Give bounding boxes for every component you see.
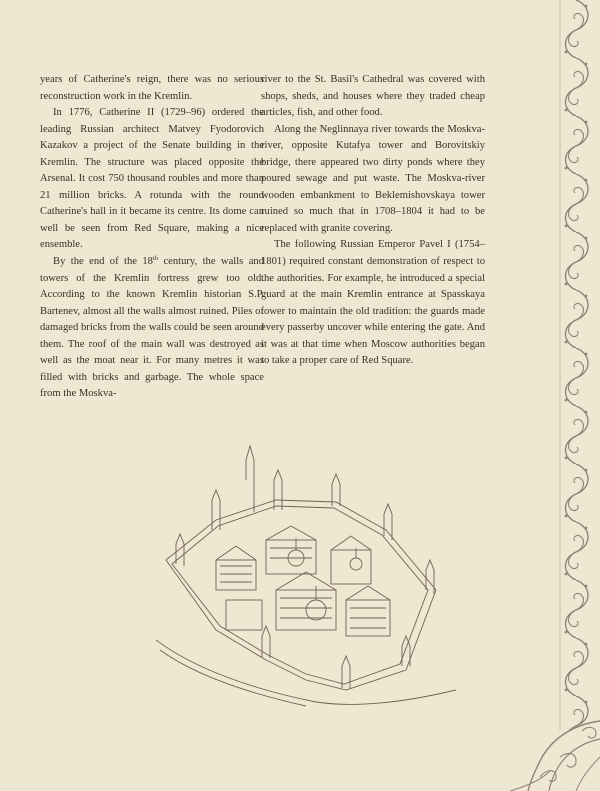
text-run: By the end of the 18: [53, 256, 153, 268]
paragraph: years of Catherine's reign, there was no serious reconstruction work in the Kremlin.: [40, 74, 264, 102]
corner-ornament: [490, 711, 600, 791]
superscript: th: [152, 255, 159, 263]
kremlin-engraving: [156, 440, 456, 708]
paragraph: The following Russian Emperor Pavel I (1754–1801) required constant demonstration of respect to the authorities. For example, he introduced a special guard at the main Kremlin entrance at Spasskaya tower to maintain the old tradition: the guards made every passerby uncover while entering the gate. And it was at that time when Moscow authorities began to take a proper care of Red Square.: [261, 239, 485, 367]
text-run: century, the walls and towers of the Kremlin fortress grew too old. According to the known Kremlin historian S.P. Bartenev, almost all the walls almost ruined. Piles of damaged bricks from the walls could be seen around them. The roof of the main wall was destroyed as well as the moat near it. For many metres it was filled with bricks and garbage. The whole space from the Moskva-: [40, 256, 264, 400]
paragraph: Along the Neglinnaya river towards the Moskva-river, opposite Kutafya tower and Borovitskiy bridge, there appeared two dirty ponds where they poured sewage and put waste. The Moskva-river wooden embankment to Beklemishovskaya tower ruined so much that in 1708–1804 it had to be replaced with granite covering.: [261, 123, 485, 234]
text-column-right: [261, 72, 485, 370]
paragraph: river to the St. Basil's Cathedral was covered with shops, sheds, and houses where they traded cheap articles, fish, and other food.: [261, 74, 485, 119]
paragraph: [40, 254, 264, 403]
scroll-ornament-border: [552, 0, 600, 791]
text-column-left: [40, 72, 264, 403]
paragraph: In 1776, Catherine II (1729–96) ordered the leading Russian architect Matvey Fyodorovich Kazakov a project of the Senate building in the Kremlin. The structure was placed opposite the Arsenal. It cost 750 thousand roubles and more than 21 million bricks. A rotunda with the round Catherine's hall in it became its centre. Its dome can well be seen from Red Square, making a nice ensemble.: [40, 107, 264, 251]
